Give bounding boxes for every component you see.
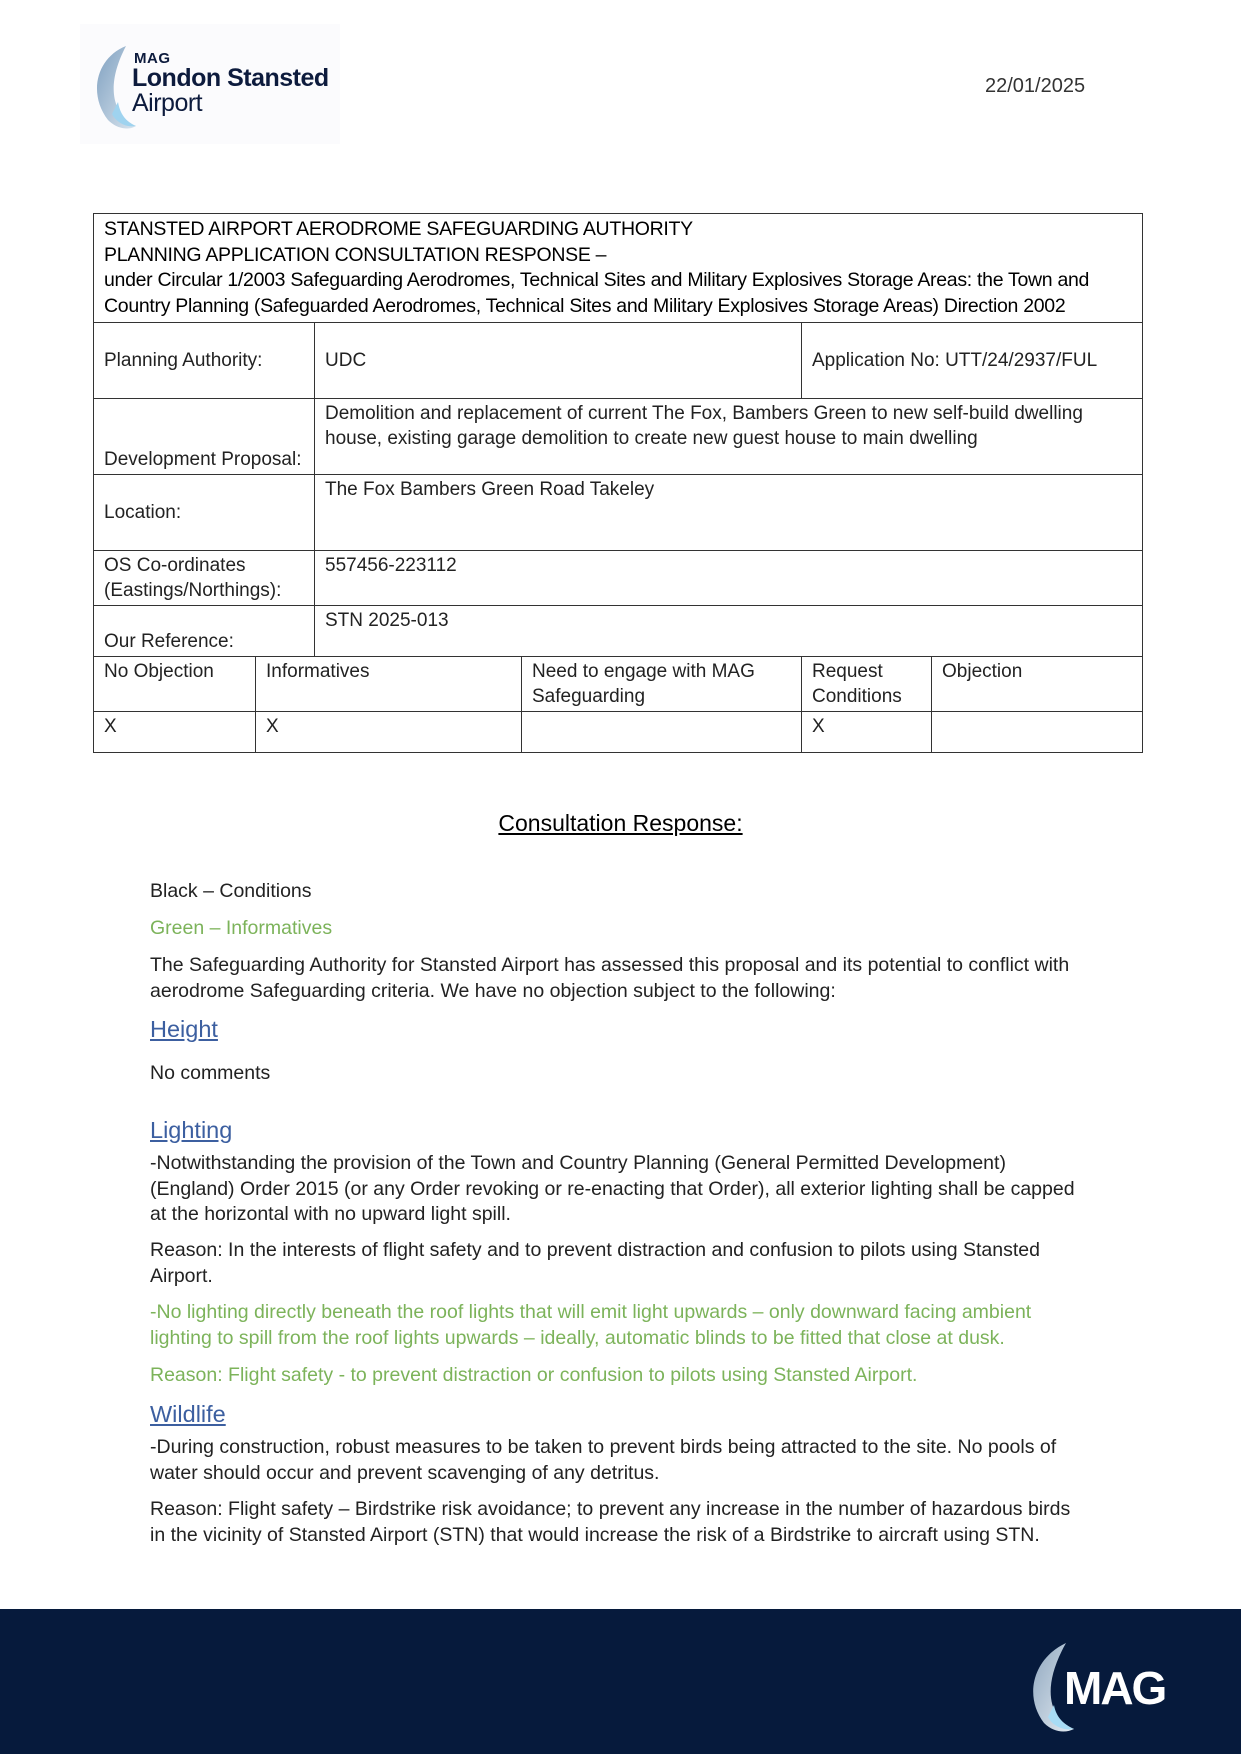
lighting-heading: Lighting — [150, 1117, 233, 1143]
header-authority: STANSTED AIRPORT AERODROME SAFEGUARDING AUTHORITY — [104, 218, 693, 240]
logo-title-line2: Airport — [132, 89, 203, 117]
outcome-header-no-objection: No Objection — [94, 657, 256, 712]
development-proposal-value: Demolition and replacement of current The Fox, Bambers Green to new self-build dwelling house, existing garage demolition to create new guest house to main dwelling — [315, 399, 1143, 475]
application-number: Application No: UTT/24/2937/FUL — [802, 323, 1143, 399]
development-proposal-label: Development Proposal: — [94, 399, 315, 475]
document-date: 22/01/2025 — [985, 75, 1086, 97]
height-heading: Height — [150, 1016, 218, 1042]
outcome-header-informatives: Informatives — [256, 657, 522, 712]
header-circular: under Circular 1/2003 Safeguarding Aerodromes, Technical Sites and Military Explosives Storage Areas: the Town and Country Planning (Safeguarded Aerodromes, Technical Sites and Military Explosives Storage Areas) Direction 2002 — [104, 269, 1090, 317]
legend-green: Green – Informatives — [150, 917, 333, 939]
lighting-reason: Reason: In the interests of flight safety and to prevent distraction and confusion to pilots using Stansted Airport. — [150, 1239, 1040, 1287]
legend-black: Black – Conditions — [150, 880, 312, 902]
outcome-mark-objection — [932, 712, 1143, 753]
lighting-informative: -No lighting directly beneath the roof lights that will emit light upwards – only downward facing ambient lighting to spill from the roof lights upwards – ideally, automatic blinds to be fitted that close at dusk. — [150, 1301, 1032, 1349]
outcome-mark-engage-mag — [522, 712, 802, 753]
consultation-info-table — [93, 213, 1143, 753]
location-label: Location: — [94, 475, 315, 551]
planning-authority-label: Planning Authority: — [94, 323, 315, 399]
wildlife-heading: Wildlife — [150, 1401, 226, 1427]
height-text: No comments — [150, 1062, 271, 1084]
outcome-header-engage-mag: Need to engage with MAG Safeguarding — [522, 657, 802, 712]
logo-title-line1: London Stansted — [132, 64, 329, 92]
lighting-condition: -Notwithstanding the provision of the Town and Country Planning (General Permitted Development) (England) Order 2015 (or any Order revoking or re-enacting that Order), all exterior lighting shall be capped at the horizontal with no upward light spill. — [150, 1152, 1075, 1225]
header-response-title: PLANNING APPLICATION CONSULTATION RESPONSE – — [104, 243, 607, 266]
intro-paragraph: The Safeguarding Authority for Stansted Airport has assessed this proposal and its potential to conflict with aerodrome Safeguarding criteria. We have no objection subject to the following: — [150, 954, 1070, 1002]
table-header — [94, 214, 1143, 323]
airport-logo — [80, 24, 340, 144]
os-coordinates-value: 557456-223112 — [315, 551, 1143, 606]
wildlife-condition: -During construction, robust measures to be taken to prevent birds being attracted to the site. No pools of water should occur and prevent scavenging of any detritus. — [150, 1436, 1057, 1484]
our-reference-label: Our Reference: — [94, 606, 315, 657]
our-reference-value: STN 2025-013 — [315, 606, 1143, 657]
outcome-mark-informatives: X — [256, 712, 522, 753]
location-value: The Fox Bambers Green Road Takeley — [315, 475, 1143, 551]
consultation-response-title: Consultation Response: — [498, 810, 743, 836]
footer-mag-logo-text: MAG — [1064, 1662, 1166, 1714]
outcome-mark-request-conditions: X — [802, 712, 932, 753]
os-coordinates-label: OS Co-ordinates (Eastings/Northings): — [94, 551, 315, 606]
outcome-mark-no-objection: X — [94, 712, 256, 753]
footer-band — [0, 1609, 1241, 1754]
logo-group-text: MAG — [134, 50, 171, 67]
outcome-header-request-conditions: Request Conditions — [802, 657, 932, 712]
lighting-informative-reason: Reason: Flight safety - to prevent distraction or confusion to pilots using Stansted Airport. — [150, 1364, 918, 1386]
wildlife-reason: Reason: Flight safety – Birdstrike risk avoidance; to prevent any increase in the number of hazardous birds in the vicinity of Stansted Airport (STN) that would increase the risk of a Birdstrike to aircraft using STN. — [150, 1498, 1071, 1546]
planning-authority-value: UDC — [315, 323, 802, 399]
outcome-header-objection: Objection — [932, 657, 1143, 712]
